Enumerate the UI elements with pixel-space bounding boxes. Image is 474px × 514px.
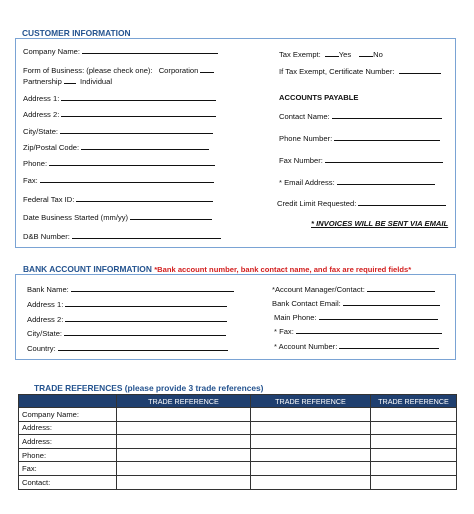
bank-city-state-label: City/State: xyxy=(27,329,63,338)
partnership-option[interactable]: Partnership xyxy=(23,77,62,86)
contact-name-label: Contact Name: xyxy=(279,112,330,121)
invoice-note: * INVOICES WILL BE SENT VIA EMAIL xyxy=(311,219,449,228)
ref2-fax-cell[interactable] xyxy=(251,462,371,476)
table-row xyxy=(19,408,457,422)
ref3-phone-cell[interactable] xyxy=(371,448,457,462)
email-label: * Email Address: xyxy=(279,178,335,187)
zip-field[interactable] xyxy=(23,141,209,151)
ref2-address2-cell[interactable] xyxy=(251,435,371,449)
ref2-address-cell[interactable] xyxy=(251,421,371,435)
bank-country-field[interactable] xyxy=(27,342,228,352)
account-manager-label: *Account Manager/Contact: xyxy=(272,285,365,294)
row-label: Phone: xyxy=(19,448,117,462)
bank-name-label: Bank Name: xyxy=(27,285,69,294)
trade-header-2: TRADE REFERENCE xyxy=(251,395,371,408)
table-row xyxy=(19,421,457,435)
certificate-field[interactable] xyxy=(279,65,441,75)
phone-label: Phone: xyxy=(23,159,48,168)
address1-field[interactable] xyxy=(23,92,216,102)
city-state-field[interactable] xyxy=(23,125,213,135)
ap-fax-label: Fax Number: xyxy=(279,156,323,165)
ap-phone-label: Phone Number: xyxy=(279,134,333,143)
trade-header-1: TRADE REFERENCE xyxy=(117,395,251,408)
city-state-label: City/State: xyxy=(23,127,59,136)
ref1-company-cell[interactable] xyxy=(117,408,251,422)
bank-contact-email-field[interactable] xyxy=(272,297,440,307)
address2-field[interactable] xyxy=(23,108,216,118)
bank-city-state-field[interactable] xyxy=(27,327,226,337)
ap-phone-field[interactable] xyxy=(279,132,440,142)
business-type-row xyxy=(23,75,112,85)
ref1-address2-cell[interactable] xyxy=(117,435,251,449)
tax-exempt-row xyxy=(279,48,383,58)
federal-tax-id-field[interactable] xyxy=(23,193,213,203)
bank-address2-label: Address 2: xyxy=(27,315,64,324)
bank-address1-field[interactable] xyxy=(27,298,227,308)
company-name-label: Company Name: xyxy=(23,47,80,56)
row-label: Fax: xyxy=(19,462,117,476)
date-started-field[interactable] xyxy=(23,211,212,221)
table-row xyxy=(19,448,457,462)
ref3-fax-cell[interactable] xyxy=(371,462,457,476)
bank-name-field[interactable] xyxy=(27,283,234,293)
bank-address2-field[interactable] xyxy=(27,313,227,323)
trade-references-table xyxy=(18,394,457,490)
fax-field[interactable] xyxy=(23,174,214,184)
bank-fax-label: * Fax: xyxy=(274,327,294,336)
ref2-phone-cell[interactable] xyxy=(251,448,371,462)
email-field[interactable] xyxy=(279,176,435,186)
main-phone-label: Main Phone: xyxy=(274,313,317,322)
bank-address1-label: Address 1: xyxy=(27,300,64,309)
bank-fax-field[interactable] xyxy=(274,325,442,335)
company-name-field[interactable] xyxy=(23,45,218,55)
table-row xyxy=(19,435,457,449)
address2-label: Address 2: xyxy=(23,110,60,119)
account-number-label: * Account Number: xyxy=(274,342,338,351)
individual-option[interactable]: Individual xyxy=(79,77,113,86)
form-of-business-label: Form of Business: (please check one): xyxy=(23,66,153,75)
form-of-business-row xyxy=(23,64,214,74)
account-manager-field[interactable] xyxy=(272,283,435,293)
bank-info-title xyxy=(23,264,411,274)
ref3-address2-cell[interactable] xyxy=(371,435,457,449)
certificate-label: If Tax Exempt, Certificate Number: xyxy=(279,67,395,76)
row-label: Address: xyxy=(19,421,117,435)
bank-info-title-text: BANK ACCOUNT INFORMATION xyxy=(23,264,152,274)
table-row xyxy=(19,462,457,476)
ref2-company-cell[interactable] xyxy=(251,408,371,422)
trade-references-title: TRADE REFERENCES (please provide 3 trade references) xyxy=(34,383,264,393)
main-phone-field[interactable] xyxy=(274,311,438,321)
dnb-number-label: D&B Number: xyxy=(23,232,70,241)
ref1-contact-cell[interactable] xyxy=(117,475,251,489)
corporation-option[interactable]: Corporation xyxy=(158,66,199,75)
table-row xyxy=(19,475,457,489)
ref2-contact-cell[interactable] xyxy=(251,475,371,489)
customer-info-title: CUSTOMER INFORMATION xyxy=(22,28,131,38)
trade-header-3: TRADE REFERENCE xyxy=(371,395,457,408)
row-label: Contact: xyxy=(19,475,117,489)
ref3-address-cell[interactable] xyxy=(371,421,457,435)
bank-contact-email-label: Bank Contact Email: xyxy=(272,299,341,308)
fax-label: Fax: xyxy=(23,176,38,185)
dnb-number-field[interactable] xyxy=(23,230,221,240)
bank-required-note: *Bank account number, bank contact name, and fax are required fields* xyxy=(154,265,412,274)
ref1-phone-cell[interactable] xyxy=(117,448,251,462)
date-started-label: Date Business Started (mm/yy) xyxy=(23,213,129,222)
trade-header-row xyxy=(19,395,457,408)
ref3-company-cell[interactable] xyxy=(371,408,457,422)
account-number-field[interactable] xyxy=(274,340,439,350)
address1-label: Address 1: xyxy=(23,94,60,103)
bank-country-label: Country: xyxy=(27,344,56,353)
tax-exempt-label: Tax Exempt: xyxy=(279,50,321,59)
ref1-fax-cell[interactable] xyxy=(117,462,251,476)
tax-exempt-no[interactable]: No xyxy=(373,50,383,59)
ref1-address-cell[interactable] xyxy=(117,421,251,435)
contact-name-field[interactable] xyxy=(279,110,442,120)
tax-exempt-yes[interactable]: Yes xyxy=(338,50,352,59)
federal-tax-id-label: Federal Tax ID: xyxy=(23,195,75,204)
row-label: Company Name: xyxy=(19,408,117,422)
ref3-contact-cell[interactable] xyxy=(371,475,457,489)
credit-limit-label: Credit Limit Requested: xyxy=(277,199,357,208)
zip-label: Zip/Postal Code: xyxy=(23,143,80,152)
trade-header-blank xyxy=(19,395,117,408)
credit-limit-field[interactable] xyxy=(277,197,446,207)
phone-field[interactable] xyxy=(23,157,215,167)
row-label: Address: xyxy=(19,435,117,449)
accounts-payable-heading: ACCOUNTS PAYABLE xyxy=(279,93,359,102)
ap-fax-field[interactable] xyxy=(279,154,443,164)
